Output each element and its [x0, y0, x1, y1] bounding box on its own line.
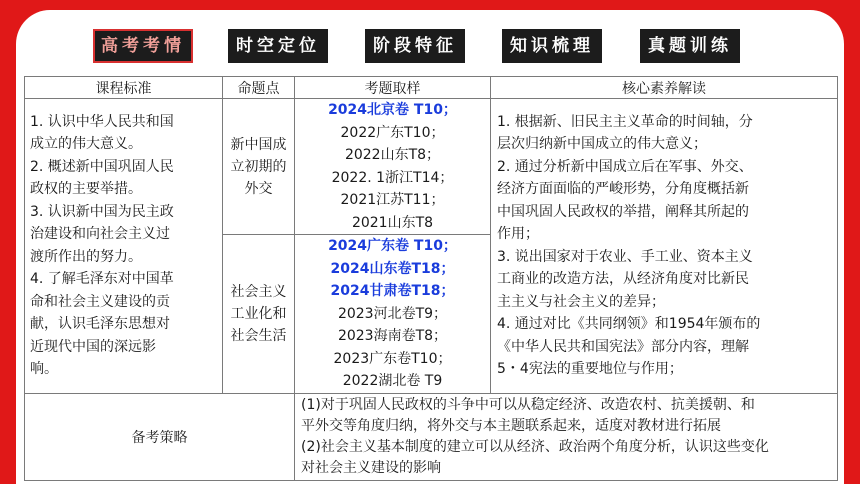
exam-analysis-table: [24, 76, 838, 481]
tab-real-exam-practice[interactable]: 真题训练: [640, 29, 740, 63]
tab-time-space[interactable]: 时空定位: [228, 29, 328, 63]
tab-exam-overview[interactable]: 高考考情: [93, 29, 193, 63]
samples-industrialization: 2024广东卷 T10； 2024山东卷T18； 2024甘肃卷T18； 2023河北卷T9； 2023海南卷T8； 2023广东卷T10； 2022湖北卷 T9: [295, 235, 491, 394]
strategy-cell: (1)对于巩固人民政权的斗争中可以从稳定经济、改造农村、抗美援朝、和 平外交等角度归纳，将外交与本主题联系起来，适度对教材进行拓展 (2)社会主义基本制度的建立可以从经济、政治两个角度分析，认识这些变化 对社会主义建设的影响: [295, 393, 838, 480]
table-row: [25, 99, 838, 235]
samples-diplomacy: 2024北京卷 T10； 2022广东T10； 2022山东T8； 2022. 1浙江T14； 2021江苏T11； 2021山东T8: [295, 99, 491, 235]
header-samples: 考题取样: [295, 77, 491, 99]
curriculum-cell: 1. 认识中华人民共和国 成立的伟大意义。 2. 概述新中国巩固人民 政权的主要举措。 3. 认识新中国为民主政 治建设和向社会主义过 渡所作出的努力。 4. 了解毛泽东对中国革 命和社会主义建设的贡 献，认识毛泽东思想对 近现代中国的深远影 响。: [25, 99, 223, 394]
header-curriculum: 课程标准: [25, 77, 223, 99]
header-literacy: 核心素养解读: [491, 77, 838, 99]
table-header-row: [25, 77, 838, 99]
header-topic: 命题点: [223, 77, 295, 99]
topic-industrialization: 社会主义 工业化和 社会生活: [223, 235, 295, 394]
tab-knowledge-review[interactable]: 知识梳理: [502, 29, 602, 63]
literacy-cell: 1. 根据新、旧民主主义革命的时间轴，分 层次归纳新中国成立的伟大意义； 2. 通过分析新中国成立后在军事、外交、 经济方面面临的严峻形势，分角度概括新 中国巩固人民政权的举措，阐释其所起的 作用； 3. 说出国家对于农业、手工业、资本主义 工商业的改造方法，从经济角度对比新民 主主义与社会主义的差异； 4. 通过对比《共同纲领》和1954年颁布的 《中华人民共和国宪法》部分内容，理解 5・4宪法的重要地位与作用；: [491, 99, 838, 394]
strategy-label: 备考策略: [25, 393, 295, 480]
topic-diplomacy: 新中国成 立初期的 外交: [223, 99, 295, 235]
tab-stage-features[interactable]: 阶段特征: [365, 29, 465, 63]
tab-bar: [0, 29, 860, 63]
table-row: [25, 393, 838, 480]
